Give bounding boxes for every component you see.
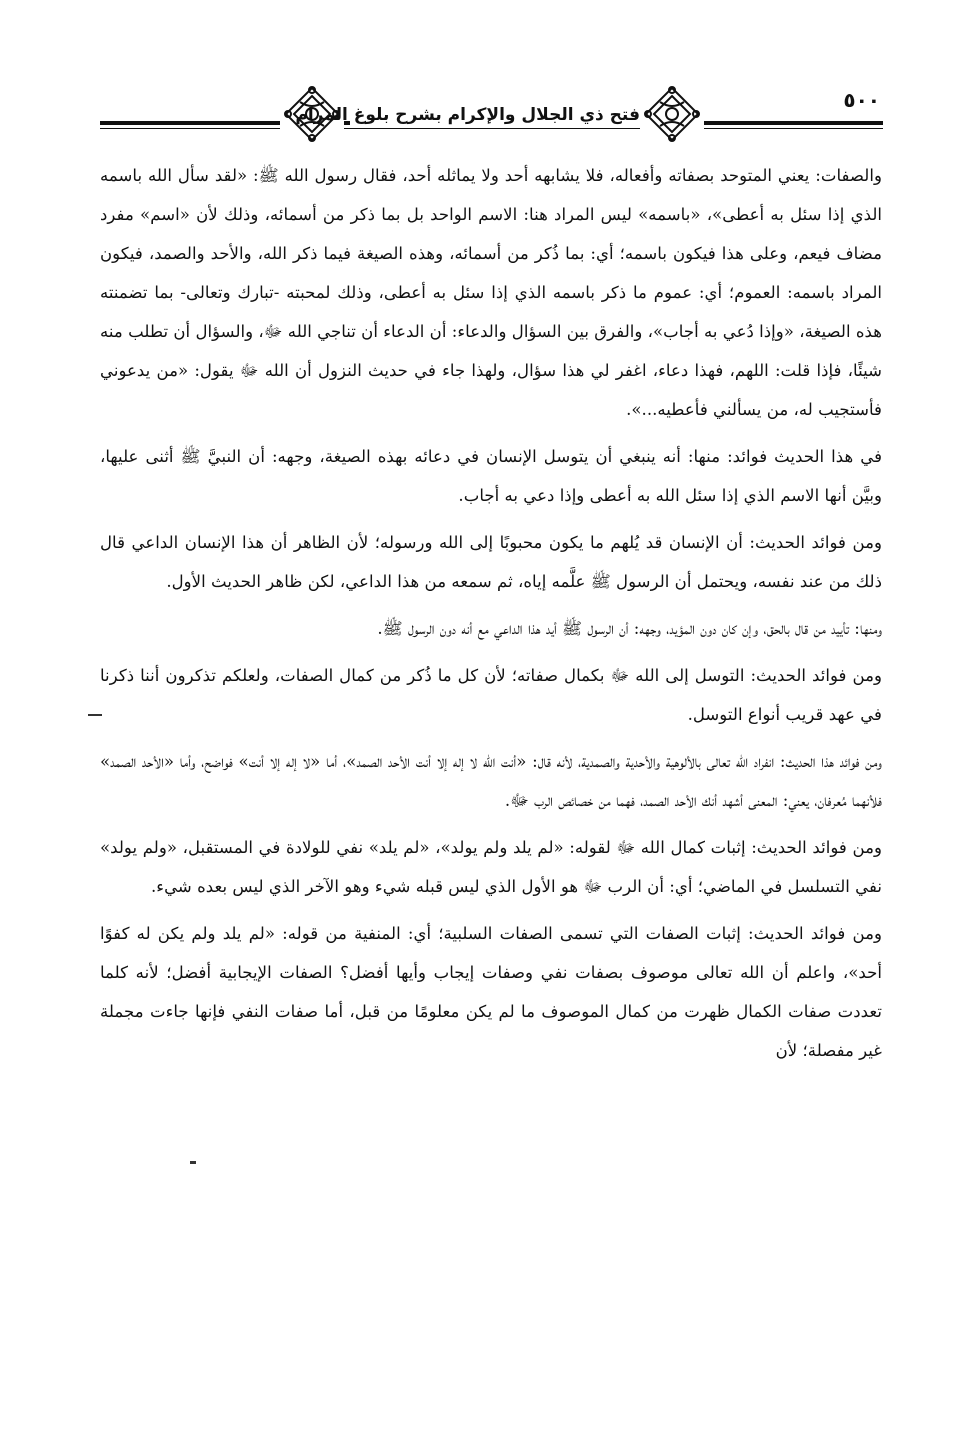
scan-mark [88,714,102,716]
page-number: ٥٠٠ [843,88,880,112]
scan-mark [190,1161,196,1164]
running-header [0,70,978,148]
paragraph: ومن فوائد هذا الحديث: انفراد الله تعالى بالألوهية والأحدية والصمدية، لأنه قال: «أنت الله لا إله إلا أنت الأحد الصمد»، أما «لا إله إلا أنت» فواضح، وأما «الأحد الصمد» فلأنهما مُعرفان، يعني: المعنى أشهد أنك الأحد الصمد، فهما من خصائص الرب ﷻ. [100,752,882,810]
paragraph: ومنها: تأييد من قال بالحق، وإن كان دون المؤيد، وجهه: أن الرسول ﷺ أيد هذا الداعي مع أنه دون الرسول ﷺ. [377,619,882,638]
paragraph: والصفات: يعني المتوحد بصفاته وأفعاله، فلا يشابهه أحد ولا يماثله أحد، فقال رسول الله ﷺ: «لقد سأل الله باسمه الذي إذا سئل به أعطى»، «باسمه» ليس المراد هنا: الاسم الواحد بل بما ذكر من أسمائه، وذلك لأن «اسم» مفرد مضاف فيعم، وعلى هذا فيكون باسمه؛ أي: بما ذُكر من أسمائه، وهذه الصيغة فيما ذكر الله، والأحد والصمد، فيكون المراد باسمه: العموم؛ أي: عموم ما ذكر باسمه الذي إذا سئل به أعطى، وذلك لمحبته -تبارك وتعالى- بما تضمنته هذه الصيغة، «وإذا دُعي به أجاب»، والفرق بين السؤال والدعاء: أن الدعاء أن تناجي الله ﷻ، والسؤال أن تطلب منه شيئًا، فإذا قلت: اللهم، فهذا دعاء، اغفر لي هذا سؤال، ولهذا جاء في حديث النزول أن الله ﷻ يقول: «من يدعوني فأستجيب له، من يسألني فأعطيه...». [100,166,882,419]
page-body [100,156,882,1070]
paragraph: ومن فوائد الحديث: إثبات كمال الله ﷻ لقوله: «لم يلد ولم يولد»، «لم يلد» نفي للولادة في المستقبل، «ولم يولد» نفي التسلسل في الماضي؛ أي: أن الرب ﷻ هو الأول الذي ليس قبله شيء وهو الآخر الذي ليس بعده شيء. [100,838,882,896]
paragraph: ومن فوائد الحديث: إثبات الصفات التي تسمى الصفات السلبية؛ أي: المنفية من قوله: «لم يلد ولم يكن له كفوًا أحد»، واعلم أن الله تعالى موصوف بصفات نفي وصفات إيجاب وأيها أفضل؟ الصفات الإيجابية أفضل؛ لأنه كلما تعددت صفات الكمال ظهرت من كمال الموصوف ما لم يكن معلومًا من قبل، أما صفات النفي فإنها جاءت مجملة غير مفصلة؛ لأن [100,924,882,1060]
header-rule-thin [100,128,883,129]
book-title: فتح ذي الجلال والإكرام بشرح بلوغ المرام [295,105,640,125]
right-ornament-icon [640,82,704,146]
paragraph: ومن فوائد الحديث: التوسل إلى الله ﷻ بكمال صفاته؛ لأن كل ما ذُكر من كمال الصفات، ولعلكم تذكرون أننا ذكرنا في عهد قريب أنواع التوسل. [100,666,882,724]
paragraph: ومن فوائد الحديث: أن الإنسان قد يُلهم ما يكون محبوبًا إلى الله ورسوله؛ لأن الظاهر أن هذا الإنسان الداعي قال ذلك من عند نفسه، ويحتمل أن الرسول ﷺ علَّمه إياه، ثم سمعه من هذا الداعي، لكن ظاهر الحديث الأول. [100,533,882,591]
paragraph: في هذا الحديث فوائد: منها: أنه ينبغي أن يتوسل الإنسان في دعائه بهذه الصيغة، وجهه: أن النبيَّ ﷺ أثنى عليها، وبيَّن أنها الاسم الذي إذا سئل الله به أعطى وإذا دعي به أجاب. [100,447,882,505]
